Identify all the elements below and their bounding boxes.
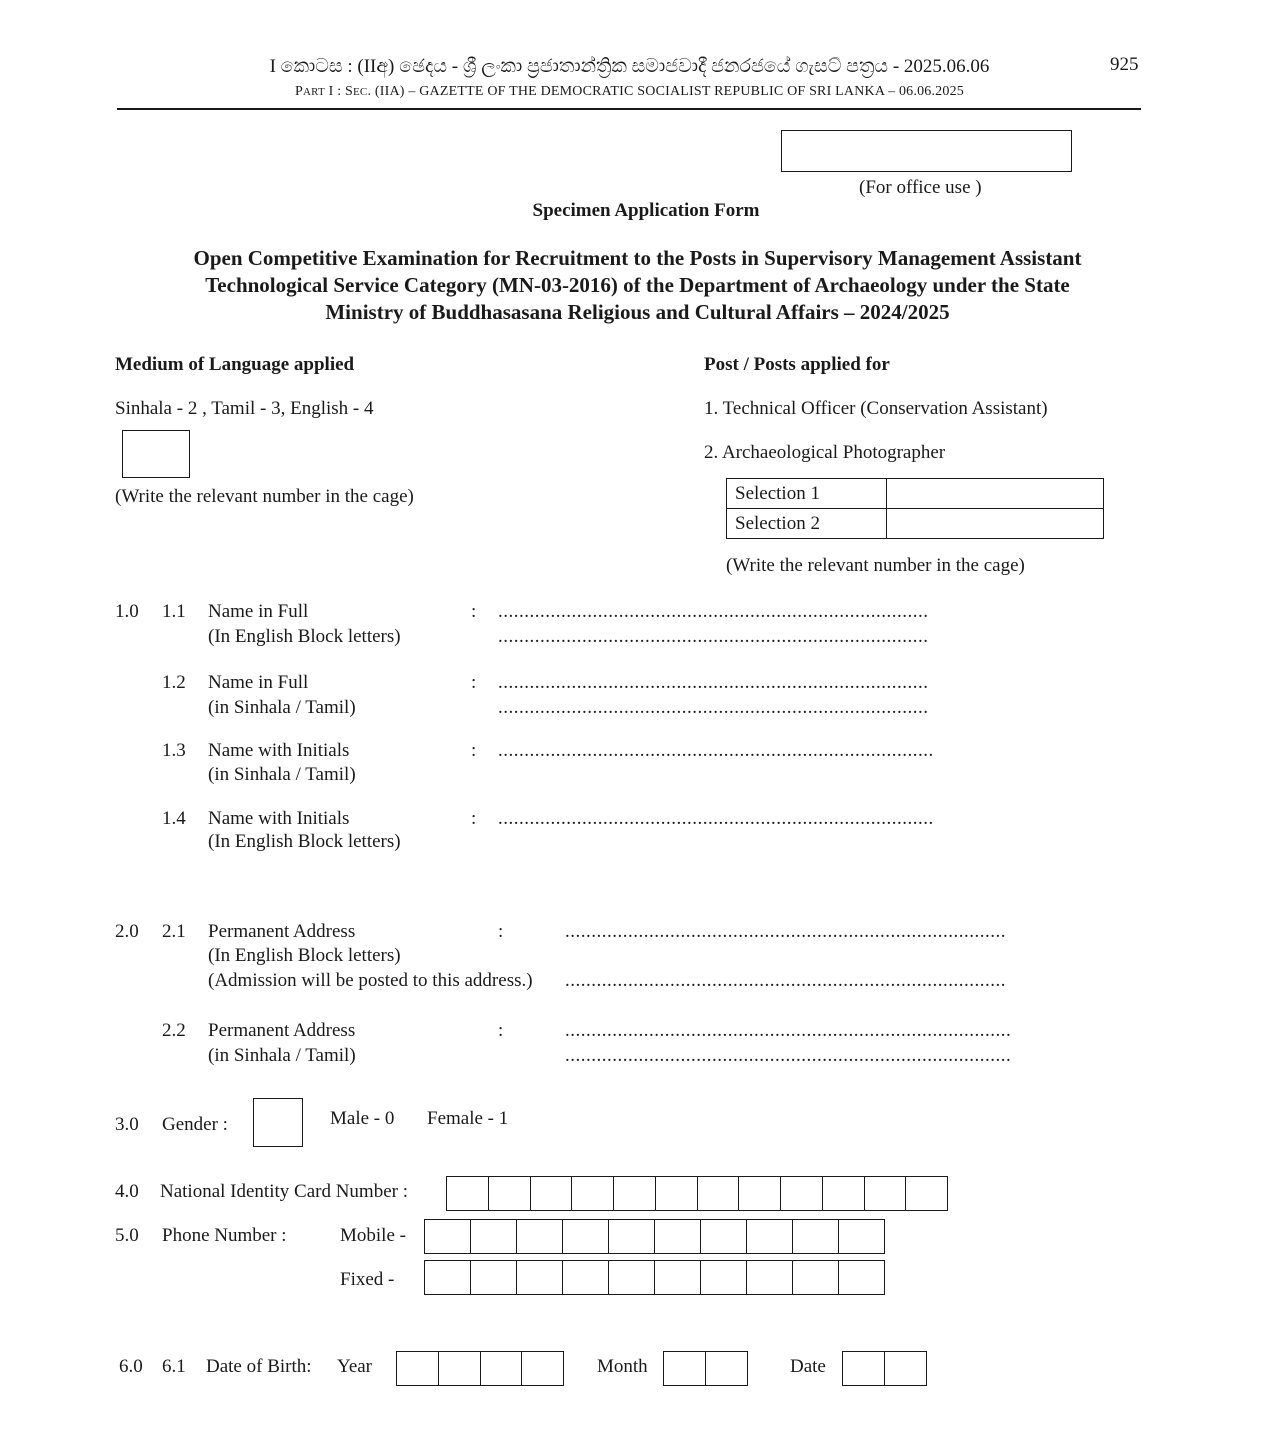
section-2-number: 2.0	[115, 921, 139, 942]
dob-label: Date of Birth:	[206, 1356, 312, 1377]
header-english-title: PART I : SEC. (IIA) – GAZETTE OF THE DEMOCRATIC SOCIALIST REPUBLIC OF SRI LANKA – 06.06.2025	[295, 84, 964, 99]
nic-digit-cell[interactable]	[823, 1177, 865, 1210]
field-1-1-label: Name in Full	[208, 601, 309, 622]
nic-label: National Identity Card Number :	[160, 1181, 408, 1202]
post-item-2: 2. Archaeological Photographer	[704, 442, 946, 463]
nic-digit-cell[interactable]	[572, 1177, 614, 1210]
name-full-english-line-1[interactable]: ..................................................................................	[498, 601, 928, 622]
section-6-number: 6.0	[119, 1356, 143, 1377]
field-6-1-number: 6.1	[162, 1356, 186, 1377]
year-digit-cell[interactable]	[439, 1352, 481, 1385]
form-title: Specimen Application Form	[532, 200, 760, 221]
name-full-english-line-2[interactable]: ..................................................................................	[498, 626, 928, 647]
fixed-number-cells	[424, 1260, 885, 1295]
field-1-3-colon: :	[471, 740, 477, 761]
fixed-digit-cell[interactable]	[747, 1261, 793, 1294]
selection-row-2	[727, 509, 1104, 539]
selection-1-cage[interactable]	[887, 479, 1104, 509]
post-item-1: 1. Technical Officer (Conservation Assistant)	[704, 398, 1048, 419]
mobile-label: Mobile -	[340, 1225, 406, 1246]
nic-digit-cell[interactable]	[531, 1177, 573, 1210]
mobile-number-cells	[424, 1219, 885, 1254]
nic-digit-cell[interactable]	[781, 1177, 823, 1210]
gender-male-option: Male - 0	[330, 1108, 395, 1129]
initials-english-line[interactable]: ...................................................................................	[498, 808, 934, 829]
header-rule	[117, 108, 1141, 110]
date-digit-cell[interactable]	[843, 1352, 885, 1385]
nic-digit-cell[interactable]	[489, 1177, 531, 1210]
posts-heading: Post / Posts applied for	[704, 354, 890, 375]
selection-table	[726, 478, 1104, 539]
fixed-digit-cell[interactable]	[655, 1261, 701, 1294]
date-digit-cell[interactable]	[885, 1352, 926, 1385]
dob-year-label: Year	[337, 1356, 373, 1377]
language-cage[interactable]	[122, 430, 190, 478]
fixed-label: Fixed -	[340, 1269, 395, 1290]
field-1-3-label: Name with Initials	[208, 740, 350, 761]
field-2-1-sublabel: (In English Block letters)	[208, 945, 401, 966]
selection-2-label: Selection 2	[727, 509, 887, 539]
language-heading: Medium of Language applied	[115, 354, 355, 375]
field-2-2-label: Permanent Address	[208, 1020, 356, 1041]
field-1-2-number: 1.2	[162, 672, 186, 693]
phone-label: Phone Number :	[162, 1225, 287, 1246]
nic-digit-cell[interactable]	[739, 1177, 781, 1210]
mobile-digit-cell[interactable]	[701, 1220, 747, 1253]
mobile-digit-cell[interactable]	[563, 1220, 609, 1253]
field-2-1-label: Permanent Address	[208, 921, 356, 942]
field-2-2-colon: :	[498, 1020, 504, 1041]
fixed-digit-cell[interactable]	[517, 1261, 563, 1294]
mobile-digit-cell[interactable]	[517, 1220, 563, 1253]
mobile-digit-cell[interactable]	[471, 1220, 517, 1253]
mobile-digit-cell[interactable]	[425, 1220, 471, 1253]
year-digit-cell[interactable]	[397, 1352, 439, 1385]
nic-digit-cell[interactable]	[698, 1177, 740, 1210]
fixed-digit-cell[interactable]	[471, 1261, 517, 1294]
office-use-box[interactable]	[781, 130, 1072, 172]
address-english-line-1[interactable]: ....................................................................................	[565, 921, 1006, 942]
fixed-digit-cell[interactable]	[425, 1261, 471, 1294]
dob-date-cells	[842, 1351, 927, 1386]
month-digit-cell[interactable]	[706, 1352, 747, 1385]
field-1-3-number: 1.3	[162, 740, 186, 761]
mobile-digit-cell[interactable]	[655, 1220, 701, 1253]
section-1-number: 1.0	[115, 601, 139, 622]
field-1-4-colon: :	[471, 808, 477, 829]
mobile-digit-cell[interactable]	[609, 1220, 655, 1253]
name-full-sinhala-line-1[interactable]: ..................................................................................	[498, 672, 929, 693]
field-1-4-number: 1.4	[162, 808, 186, 829]
address-sinhala-line-2[interactable]: .....................................................................................	[565, 1045, 1012, 1066]
field-2-1-note: (Admission will be posted to this address.)	[208, 970, 533, 991]
office-use-label: (For office use )	[859, 177, 982, 198]
address-english-line-2[interactable]: ....................................................................................	[565, 970, 1006, 991]
fixed-digit-cell[interactable]	[701, 1261, 747, 1294]
gender-cage[interactable]	[253, 1098, 303, 1147]
dob-month-label: Month	[597, 1356, 648, 1377]
field-2-2-number: 2.2	[162, 1020, 186, 1041]
nic-digit-cell[interactable]	[614, 1177, 656, 1210]
nic-digit-cell[interactable]	[906, 1177, 947, 1210]
nic-number-cells	[446, 1176, 948, 1211]
field-1-1-colon: :	[471, 601, 477, 622]
selection-2-cage[interactable]	[887, 509, 1104, 539]
header-sinhala-title: I කොටස : (IIඅ) ඡෙදය - ශ්‍රී ලංකා ප්‍රජාතාන්ත්‍රික සමාජවාදී ජනරජයේ ගැසට් පත්‍රය - 2025.06.06	[269, 56, 990, 77]
mobile-digit-cell[interactable]	[839, 1220, 884, 1253]
section-3-number: 3.0	[115, 1114, 139, 1135]
section-5-number: 5.0	[115, 1225, 139, 1246]
field-2-1-number: 2.1	[162, 921, 186, 942]
dob-year-cells	[396, 1351, 564, 1386]
exam-title-line-2: Technological Service Category (MN-03-2016) of the Department of Archaeology under the State	[205, 273, 1070, 297]
field-1-2-sublabel: (in Sinhala / Tamil)	[208, 697, 356, 718]
nic-digit-cell[interactable]	[656, 1177, 698, 1210]
page-number: 925	[1110, 54, 1139, 75]
selection-row-1	[727, 479, 1104, 509]
fixed-digit-cell[interactable]	[609, 1261, 655, 1294]
posts-note: (Write the relevant number in the cage)	[726, 555, 1025, 576]
year-digit-cell[interactable]	[481, 1352, 523, 1385]
nic-digit-cell[interactable]	[865, 1177, 907, 1210]
field-1-4-sublabel: (In English Block letters)	[208, 831, 401, 852]
exam-title-line-1: Open Competitive Examination for Recruitment to the Posts in Supervisory Management Assistant	[193, 246, 1082, 270]
field-1-1-sublabel: (In English Block letters)	[208, 626, 401, 647]
dob-date-label: Date	[790, 1356, 826, 1377]
address-sinhala-line-1[interactable]: .....................................................................................	[565, 1020, 1012, 1041]
field-1-2-colon: :	[471, 672, 477, 693]
year-digit-cell[interactable]	[522, 1352, 563, 1385]
exam-title-line-3: Ministry of Buddhasasana Religious and Cultural Affairs – 2024/2025	[325, 300, 950, 324]
language-options: Sinhala - 2 , Tamil - 3, English - 4	[115, 398, 374, 419]
field-1-4-label: Name with Initials	[208, 808, 350, 829]
dob-month-cells	[663, 1351, 748, 1386]
month-digit-cell[interactable]	[664, 1352, 706, 1385]
field-2-2-sublabel: (in Sinhala / Tamil)	[208, 1045, 356, 1066]
field-2-1-colon: :	[498, 921, 504, 942]
gender-label: Gender :	[162, 1114, 228, 1135]
language-note: (Write the relevant number in the cage)	[115, 486, 414, 507]
fixed-digit-cell[interactable]	[839, 1261, 884, 1294]
field-1-2-label: Name in Full	[208, 672, 309, 693]
nic-digit-cell[interactable]	[447, 1177, 489, 1210]
mobile-digit-cell[interactable]	[793, 1220, 839, 1253]
fixed-digit-cell[interactable]	[793, 1261, 839, 1294]
name-full-sinhala-line-2[interactable]: ..................................................................................	[498, 697, 929, 718]
field-1-1-number: 1.1	[162, 601, 186, 622]
fixed-digit-cell[interactable]	[563, 1261, 609, 1294]
field-1-3-sublabel: (in Sinhala / Tamil)	[208, 764, 356, 785]
initials-sinhala-line[interactable]: ...................................................................................	[498, 740, 934, 761]
selection-1-label: Selection 1	[727, 479, 887, 509]
section-4-number: 4.0	[115, 1181, 139, 1202]
mobile-digit-cell[interactable]	[747, 1220, 793, 1253]
gender-female-option: Female - 1	[427, 1108, 509, 1129]
